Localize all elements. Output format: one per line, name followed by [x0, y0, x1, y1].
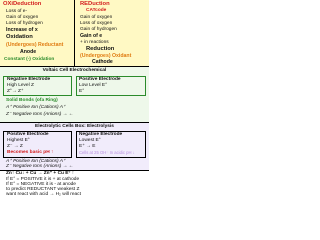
ox-row-2: Gain of oxygen [6, 15, 39, 20]
electrolytic-negative-formula: E⁺ → E [79, 144, 96, 149]
voltaic-positive-sub: Low Level E° [79, 83, 108, 88]
cathode-header: CATcode [86, 8, 107, 13]
study-sheet [0, 0, 149, 198]
reduction-label: Reduction [86, 46, 115, 52]
red-row-4: Gain of e [80, 33, 103, 39]
cathode-label: Cathode [92, 59, 113, 65]
footer-formula: Zn↑ Cu↓ + Cu → Zn⁺ + Cu E° ↑ [6, 171, 75, 176]
voltaic-positive-title: Positive Electrode [79, 77, 121, 82]
voltaic-title: Voltaic Cell Electrochemical [42, 68, 107, 73]
reduction-header: REDuction [80, 1, 110, 7]
footer-line-4: want react with acid → H₂ will react [6, 192, 81, 197]
electrolytic-eq-1: A⁺ Positive Ion (Cations) A⁺ [6, 159, 66, 164]
electrolytic-title: Electrolytic Cells Box: Electrolysis [35, 124, 114, 129]
footer-line-3: to predict REDUCTANT weakest Z [6, 187, 80, 192]
divider [74, 0, 75, 66]
voltaic-eq-2: Z⁻ Negative Ions (Anions) → ← [6, 112, 74, 117]
electrolytic-positive-title: Positive Electrode [7, 132, 49, 137]
ox-row-1: Loss of e- [6, 9, 28, 14]
ox-row-4: Increase of x [6, 27, 38, 33]
oxidation-header: OXiDeduction [3, 1, 42, 7]
electrolytic-negative-title: Negative Electrode [79, 132, 123, 137]
red-row-1: Gain of oxygen [80, 15, 113, 20]
voltaic-positive-formula: E° [79, 89, 85, 94]
electrolytic-negative-sub: Lowest E° [79, 138, 101, 143]
electrolytic-positive-sub: Highest E° [7, 138, 30, 143]
ox-row-3: Loss of hydrogen [6, 21, 43, 26]
oxidant-label: (Undergoes) Oxidant [80, 53, 132, 59]
anode-label: Anode [20, 49, 37, 55]
footer-line-1: If E° = POSITIVE it is + at cathode [6, 177, 80, 182]
electrolytic-positive-note: Becomes basic pH ↑ [7, 150, 54, 155]
anode-polarity: Constant (-) Oxidation [4, 57, 55, 62]
electrolytic-positive-formula: Z⁻ → Z [7, 144, 23, 149]
electrolytic-negative-note: Cells at 25 OH⁻ In acidic pH ↓ [79, 150, 135, 155]
voltaic-negative-title: Negative Electrode [7, 77, 51, 82]
voltaic-eq-1: A⁺ Positive Ion (Cations) A⁺ [6, 105, 66, 110]
reductant-label: (Undergoes) Reductant [6, 42, 64, 48]
footer-line-2: If E° = NEGATIVE it is - at anode [6, 182, 76, 187]
red-row-5: + in reactions [80, 40, 109, 45]
red-row-2: Loss of oxygen [80, 21, 113, 26]
voltaic-negative-sub: High Level Z [7, 83, 34, 88]
electrolytic-eq-2: Z⁻ Negative Ions (Anions) → ← [6, 164, 74, 169]
voltaic-negative-formula: Z°→ Z⁺ [7, 89, 24, 94]
red-row-3: Gain of hydrogen [80, 27, 117, 32]
ox-row-5: Oxidation [6, 34, 33, 40]
voltaic-salt-bridge: Solid Bonds (ofa Ring) [6, 98, 58, 103]
